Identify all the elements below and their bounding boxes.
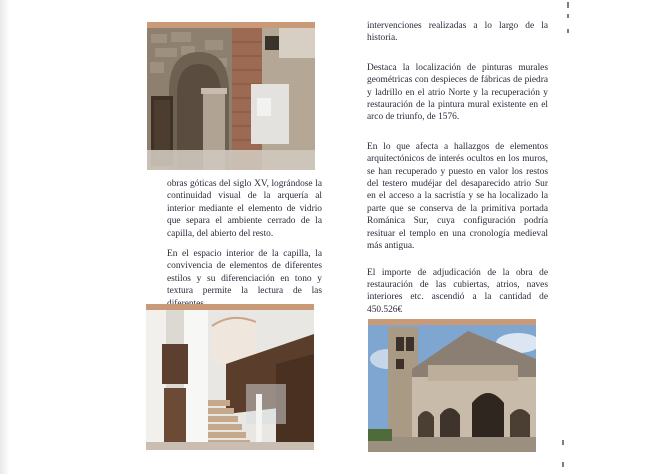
church-exterior-photo [368, 319, 536, 452]
right-paragraph-3: En lo que afecta a hallazgos de elementos arquitectónicos de interés ocultos en los muros, se han recuperado y puesto en valor los restos del testero mudéjar del desaparecido atrio Sur en el acceso a la sacristía y se ha localizado la parte que se conserva de la primitiva portada Románica Sur, cuya configuración podría resituar el templo en una cronología medieval más antigua. [367, 141, 548, 252]
page-edge-shadow [0, 0, 10, 474]
interior-wall-arch-photo [147, 22, 315, 170]
right-paragraph-1: intervenciones realizadas a lo largo de la historia. [367, 21, 548, 44]
interior-staircase-photo [146, 304, 314, 450]
left-text-column [167, 178, 322, 318]
right-paragraph-4: El importe de adjudicación de la obra de restauración de las cubiertas, atrios, naves interiores etc. ascendió a la cantidad de 450.526€ [367, 267, 548, 315]
left-paragraph-2: En el espacio interior de la capilla, la convivencia de elementos de diferentes estilos y su diferenciación en tono y textura permite la lectura de las [167, 249, 322, 297]
right-paragraph-2: Destaca la localización de pinturas murales geométricas con despieces de fábricas de piedra y ladrillo en el atrio Norte y la recuperación y restauración de la pintura mural existente en el arco de triunfo, de 1576. [367, 62, 548, 123]
left-paragraph-1: obras góticas del siglo XV, lográndose la continuidad visual de la arquería al interior mediante el elemento de vidrio que separa el ambiente cerrado de la capilla, del abierto del resto. [167, 179, 322, 239]
right-text-column [367, 20, 548, 324]
